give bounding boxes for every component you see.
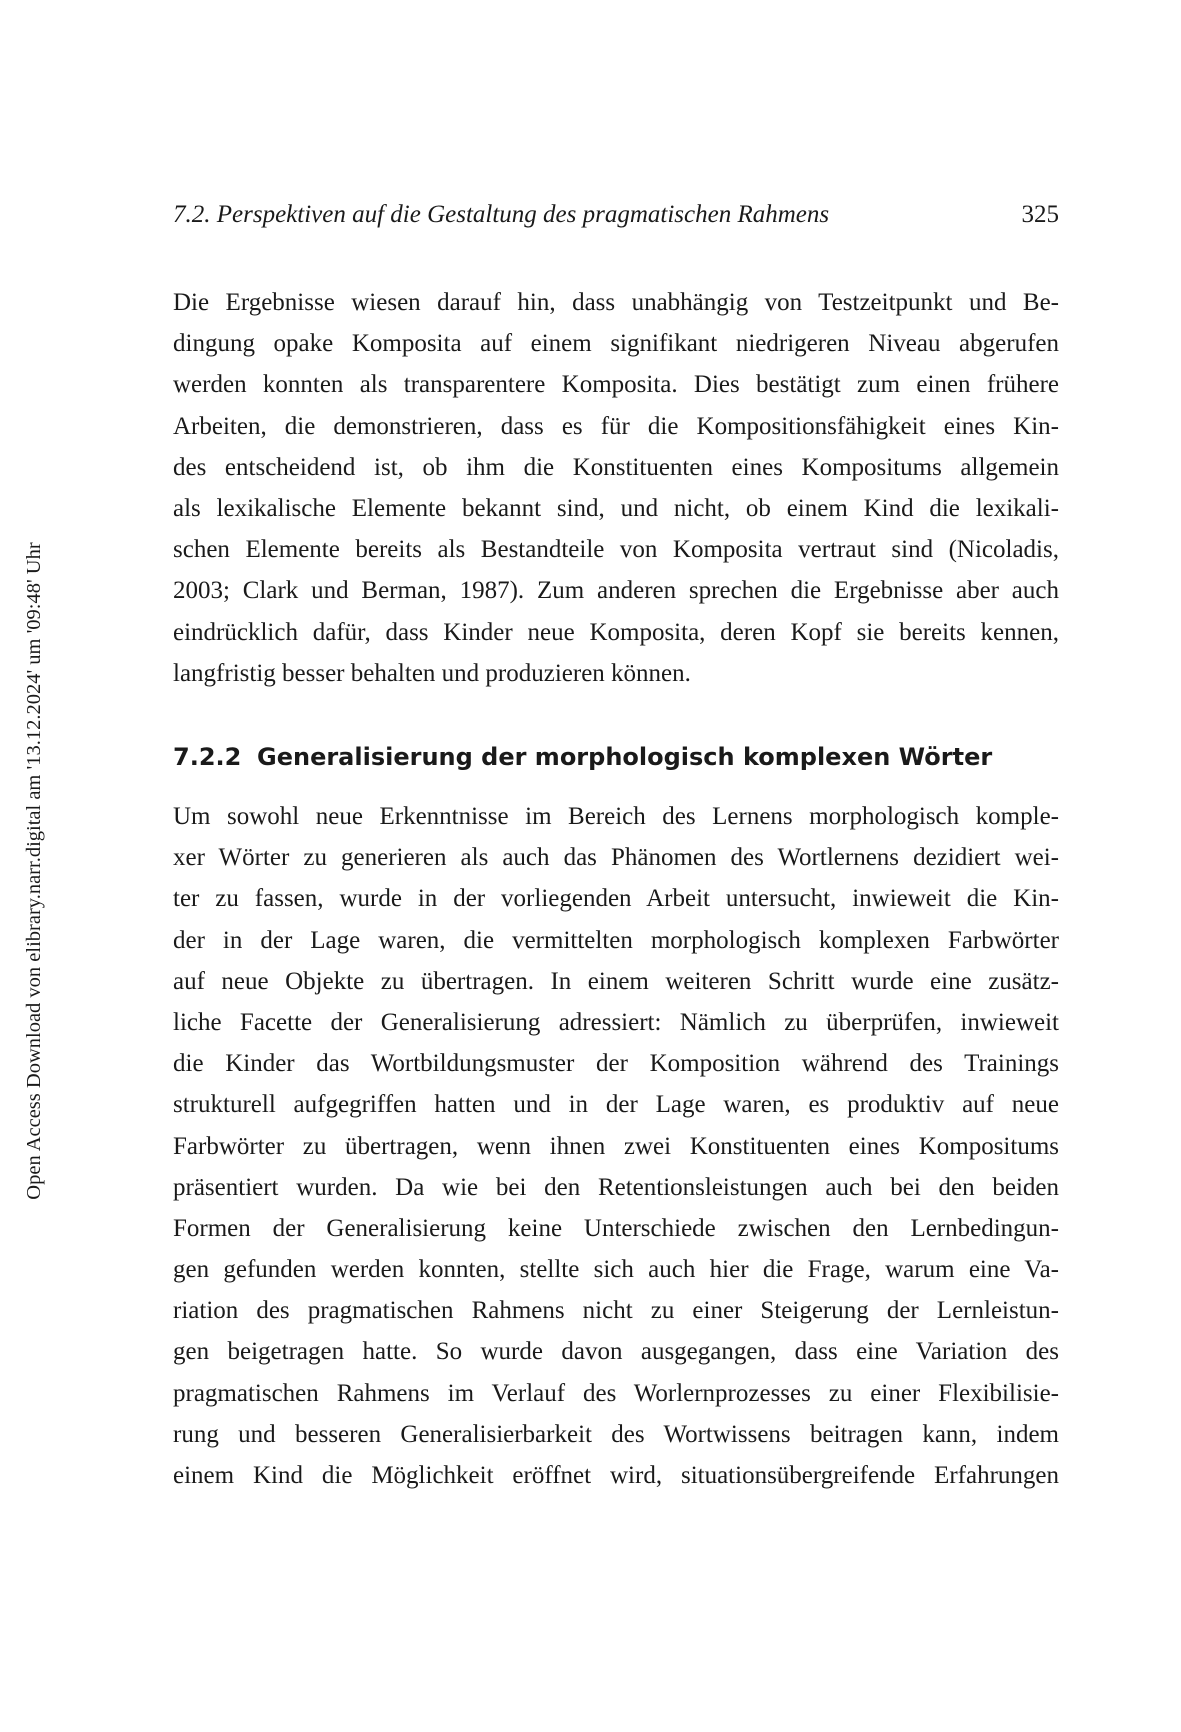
section-number: 7.2.2 [173, 743, 242, 771]
text-line: als lexikalische Elemente bekannt sind, und nicht, ob einem Kind die lexikali- [173, 494, 1059, 522]
text-line: gen beigetragen hatte. So wurde davon ausgegangen, dass eine Variation des [173, 1338, 1059, 1366]
text-line: xer Wörter zu generieren als auch das Phänomen des Wortlernens dezidiert wei- [173, 844, 1059, 872]
text-line: einem Kind die Möglichkeit eröffnet wird, situationsübergreifende Erfahrungen [173, 1462, 1059, 1489]
paragraph-results [173, 282, 1059, 694]
text-line: dingung opake Komposita auf einem signifikant niedrigeren Niveau abgerufen [173, 330, 1059, 358]
text-line: langfristig besser behalten und produzieren können. [173, 659, 691, 687]
text-line: rung und besseren Generalisierbarkeit des Wortwissens beitragen kann, indem [173, 1420, 1059, 1448]
text-line: ter zu fassen, wurde in der vorliegenden Arbeit untersucht, inwieweit die Kin- [173, 885, 1059, 913]
running-header [173, 199, 1059, 231]
section-title: Generalisierung der morphologisch komplexen Wörter [257, 743, 993, 771]
text-line: 2003; Clark und Berman, 1987). Zum anderen sprechen die Ergebnisse aber auch [173, 577, 1059, 605]
text-line: schen Elemente bereits als Bestandteile von Komposita vertraut sind (Nicoladis, [173, 536, 1059, 564]
text-line: werden konnten als transparentere Komposita. Dies bestätigt zum einen frühere [173, 371, 1059, 399]
running-title: 7.2. Perspektiven auf die Gestaltung des pragmatischen Rahmens [173, 201, 830, 228]
text-line: der in der Lage waren, die vermittelten morphologisch komplexen Farbwörter [173, 926, 1059, 954]
text-line: liche Facette der Generalisierung adressiert: Nämlich zu überprüfen, inwieweit [173, 1008, 1059, 1036]
text-line: Formen der Generalisierung keine Unterschiede zwischen den Lernbedingun- [173, 1214, 1059, 1242]
text-line: präsentiert wurden. Da wie bei den Retentionsleistungen auch bei den beiden [173, 1173, 1059, 1201]
paragraph-generalisation [173, 796, 1059, 1496]
section-heading [173, 740, 1059, 774]
text-line: auf neue Objekte zu übertragen. In einem weiteren Schritt wurde eine zusätz- [173, 967, 1059, 995]
text-line: pragmatischen Rahmens im Verlauf des Worlernprozesses zu einer Flexibilisie- [173, 1379, 1059, 1407]
text-line: Um sowohl neue Erkenntnisse im Bereich des Lernens morphologisch komple- [173, 803, 1059, 830]
text-line: eindrücklich dafür, dass Kinder neue Komposita, deren Kopf sie bereits kennen, [173, 618, 1059, 646]
text-line: Die Ergebnisse wiesen darauf hin, dass unabhängig von Testzeitpunkt und Be- [173, 289, 1059, 316]
text-line: Arbeiten, die demonstrieren, dass es für die Kompositionsfähigkeit eines Kin- [173, 412, 1059, 440]
text-line: strukturell aufgegriffen hatten und in der Lage waren, es produktiv auf neue [173, 1091, 1059, 1119]
text-line: Farbwörter zu übertragen, wenn ihnen zwei Konstituenten eines Kompositums [173, 1132, 1059, 1160]
text-line: gen gefunden werden konnten, stellte sich auch hier die Frage, warum eine Va- [173, 1256, 1059, 1284]
download-watermark: Open Access Download von elibrary.narr.digital am '13.12.2024' um '09:48' Uhr [23, 542, 45, 1200]
page-number: 325 [1021, 201, 1059, 228]
text-line: die Kinder das Wortbildungsmuster der Komposition während des Trainings [173, 1050, 1059, 1078]
text-line: riation des pragmatischen Rahmens nicht zu einer Steigerung der Lernleistun- [173, 1297, 1059, 1325]
text-line: des entscheidend ist, ob ihm die Konstituenten eines Kompositums allgemein [173, 453, 1059, 481]
